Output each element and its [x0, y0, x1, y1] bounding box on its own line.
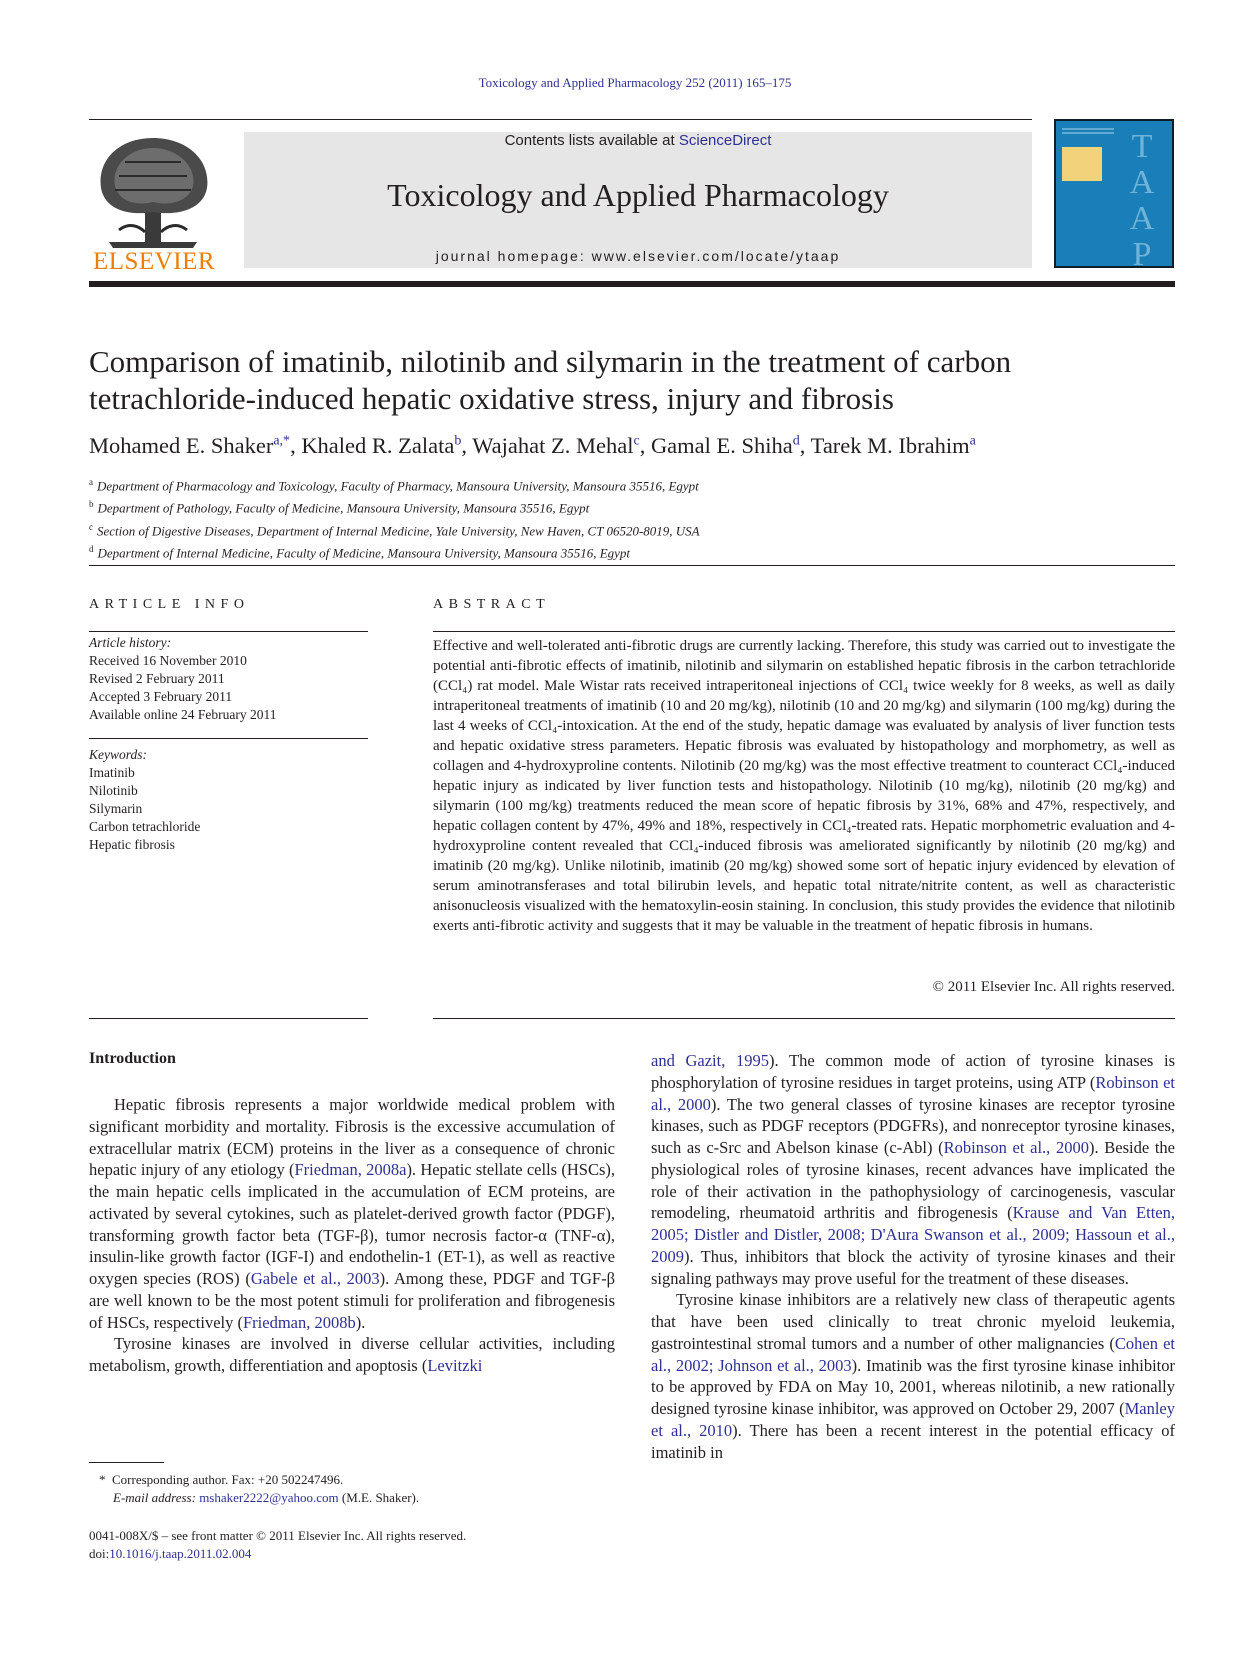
- elsevier-logo[interactable]: [89, 130, 219, 275]
- footnote-mark: *: [99, 1472, 106, 1487]
- affiliation-item: [89, 495, 1175, 517]
- sciencedirect-link[interactable]: ScienceDirect: [678, 132, 772, 149]
- citation-link[interactable]: Cohen et al., 2002; Johnson et al., 2003: [651, 1333, 1175, 1375]
- affiliation-label: d: [89, 543, 94, 554]
- journal-cover-image[interactable]: [1054, 119, 1174, 268]
- email-suffix: (M.E. Shaker).: [341, 1490, 420, 1505]
- introduction-heading: Introduction: [89, 1050, 176, 1067]
- header-thick-rule: [89, 281, 1175, 287]
- keywords-label: Keywords:: [89, 747, 147, 762]
- keyword: Nilotinib: [89, 783, 138, 798]
- author-affiliation-marker[interactable]: c: [633, 433, 640, 449]
- citation-link[interactable]: and Gazit, 1995: [651, 1051, 770, 1070]
- citation-link[interactable]: Krause and Van Etten, 2005; Distler and Distler, 2008; D'Aura Swanson et al., 2009; Hassoun et al., 2009: [651, 1203, 1175, 1266]
- affiliation-text: Department of Pathology, Faculty of Medicine, Mansoura University, Mansoura 35516, Egypt: [97, 500, 590, 516]
- front-matter: [89, 1527, 615, 1563]
- affiliation-item: [89, 473, 1175, 495]
- author-list: Mohamed E. Shaker$^{a,*}$, Khaled R. Zalata$^b$, Wajahat Z. Mehal$^c$, Gamal E. Shiha$^d$, Tarek M. Ibrahim$^a$: [89, 433, 976, 458]
- article-history: [89, 634, 368, 724]
- history-item: Revised 2 February 2011: [89, 671, 225, 686]
- body-text: ). The common mode of action of tyrosine kinases is phosphorylation of tyrosine residues in target proteins, using ATP (: [651, 1051, 1175, 1092]
- author-affiliation-marker[interactable]: a: [969, 433, 976, 449]
- author-name[interactable]: Gamal E. Shiha: [650, 433, 793, 458]
- affiliation-label: c: [89, 521, 93, 532]
- body-text: ). Among these, PDGF and TGF-β are well known to be the most potent stimuli for proliferation and fibrogenesis of HSCs, respectively (: [89, 1269, 616, 1332]
- abstract-copyright: © 2011 Elsevier Inc. All rights reserved.: [932, 979, 1175, 995]
- body-text: Tyrosine kinase inhibitors are a relatively new class of therapeutic agents that have been used clinically to treat chronic myeloid leukemia, gastrointestinal stromal tumors and a number of other malignancies (: [651, 1290, 1175, 1353]
- body-text: ).: [355, 1312, 366, 1332]
- svg-text:P: P: [1132, 236, 1152, 268]
- intro-paragraph: [89, 1333, 615, 1377]
- elsevier-wordmark: ELSEVIER: [92, 248, 216, 275]
- affiliation-text: Section of Digestive Diseases, Department of Internal Medicine, Yale University, New Haven, CT 06520-8019, USA: [97, 522, 700, 538]
- affiliation-rule: [89, 565, 1175, 566]
- keyword: Carbon tetrachloride: [89, 819, 201, 834]
- abstract-bottom-rule: [433, 1018, 1175, 1019]
- email-label: E-mail address:: [113, 1490, 196, 1505]
- affiliation-item: [89, 540, 1175, 562]
- footnote-email-line: [89, 1489, 615, 1507]
- keyword: Imatinib: [89, 765, 135, 780]
- contents-prefix: Contents lists available at: [504, 132, 679, 149]
- journal-reference[interactable]: Toxicology and Applied Pharmacology 252 (2011) 165–175: [478, 75, 792, 90]
- svg-text:A: A: [1129, 164, 1155, 201]
- author-name[interactable]: Tarek M. Ibrahim: [810, 433, 970, 458]
- body-text: Tyrosine kinases are involved in diverse cellular activities, including metabolism, growth, differentiation and apoptosis (: [89, 1334, 615, 1375]
- affiliation-label: a: [89, 477, 93, 487]
- body-text: ). Imatinib was the first tyrosine kinase inhibitor to be approved by FDA on May 10, 2001, whereas nilotinib, a new rationally designed tyrosine kinase inhibitor, was approved on October 29, 2007 (: [651, 1355, 1175, 1418]
- article-info-rule: [89, 738, 368, 739]
- contents-line: [244, 132, 1032, 149]
- corresponding-author-footnote: [89, 1471, 615, 1507]
- body-text: ). Thus, inhibitors that block the activity of tyrosine kinases and their signaling pathways may prove useful for the treatment of these diseases.: [651, 1246, 1175, 1288]
- keywords: [89, 746, 368, 854]
- body-text: ). The two general classes of tyrosine kinases are receptor tyrosine kinases, such as PDGF receptors (PDGFRs), and nonreceptor tyrosine kinases, such as c-Src and Abelson kinase (c-Abl) (: [651, 1094, 1175, 1157]
- author-affiliation-marker[interactable]: a,*: [273, 433, 291, 449]
- keyword: Hepatic fibrosis: [89, 837, 175, 852]
- body-text: Hepatic fibrosis represents a major worldwide medical problem with significant morbidity and mortality. Fibrosis is the excessive accumulation of extracellular matrix (ECM) proteins in the liver as a consequence of chronic hepatic injury of any etiology (: [89, 1095, 615, 1180]
- svg-text:T: T: [1131, 128, 1153, 165]
- footnote-rule: [89, 1462, 164, 1463]
- abstract-heading: ABSTRACT: [433, 597, 551, 612]
- citation-link[interactable]: Friedman, 2008a: [294, 1160, 407, 1180]
- abstract-rule: [433, 631, 1175, 632]
- citation-link[interactable]: Friedman, 2008b: [242, 1312, 356, 1332]
- keyword: Silymarin: [89, 801, 143, 816]
- footnote-line: [89, 1471, 615, 1489]
- svg-text:A: A: [1129, 200, 1155, 237]
- intro-paragraph-continued: [651, 1050, 1175, 1289]
- abstract-text: Effective and well-tolerated anti-fibrotic drugs are currently lacking. Therefore, this study was carried out to investigate the potential anti-fibrotic effects of imatinib, nilotinib and silymarin on established hepatic fibrosis in the carbon tetrachloride (CCl₄) rat model. Male Wistar rats received intraperitoneal injections of CCl₄ twice weekly for 8 weeks, as well as daily intraperitoneal treatments of imatinib (10 and 20 mg/kg), nilotinib (10 and 20 mg/kg) and silymarin (100 mg/kg) during the last 4 weeks of CCl₄-intoxication. At the end of the study, hepatic damage was evaluated by analysis of liver function tests and hepatic oxidative stress parameters. Hepatic fibrosis was evaluated by histopathology and morphometry, as well as collagen and 4-hydroxyproline contents. Nilotinib (20 mg/kg) was the most effective treatment to counteract CCl₄-induced hepatic injury as indicated by liver function tests and histopathology. Nilotinib (10 mg/kg), nilotinib (20 mg/kg) and silymarin (100 mg/kg) treatments reduced the mean score of hepatic fibrosis by 31%, 68% and 47%, respectively, and hepatic collagen content by 47%, 49% and 18%, respectively in CCl₄-treated rats. Hepatic morphometric evaluation and 4-hydroxyproline content revealed that CCl₄-induced fibrosis was ameliorated significantly by nilotinib (20 mg/kg) and imatinib (20 mg/kg). Unlike nilotinib, imatinib (20 mg/kg) showed some sort of hepatic injury evidenced by elevation of serum aminotransferases and total bilirubin levels, and hepatic total nitrate/nitrite content, as well as characteristic anisonucleosis visualized with the hematoxylin-eosin staining. In conclusion, this study provides the evidence that nilotinib exerts anti-fibrotic activity and suggests that it may be valuable in the treatment of hepatic fibrosis in humans.: [433, 638, 1175, 934]
- history-item: Accepted 3 February 2011: [89, 689, 233, 704]
- header-top-rule: [89, 119, 1032, 120]
- issn-line: 0041-008X/$ – see front matter © 2011 Elsevier Inc. All rights reserved.: [89, 1528, 467, 1543]
- body-text: ). There has been a recent interest in the potential efficacy of imatinib in: [651, 1420, 1175, 1462]
- body-text: ). Beside the physiological roles of tyrosine kinases, recent advances have implicated the role of their activation in the pathophysiology of carcinogenesis, vascular remodeling, rheumatoid arthritis and fibrogenesis (: [651, 1138, 1175, 1223]
- author-affiliation-marker[interactable]: d: [792, 433, 800, 449]
- citation-link[interactable]: Robinson et al., 2000: [651, 1072, 1175, 1114]
- affiliation-item: [89, 518, 1175, 540]
- affiliation-text: Department of Pharmacology and Toxicology, Faculty of Pharmacy, Mansoura University, Mansoura 35516, Egypt: [97, 478, 699, 494]
- intro-paragraph: [651, 1289, 1175, 1463]
- journal-cover-icon: [1054, 119, 1174, 268]
- article-info-heading: ARTICLE INFO: [89, 597, 250, 612]
- intro-paragraph: [89, 1094, 615, 1333]
- affiliation-text: Department of Internal Medicine, Faculty of Medicine, Mansoura University, Mansoura 35516, Egypt: [97, 545, 631, 561]
- author-affiliation-marker[interactable]: b: [454, 433, 462, 449]
- citation-link[interactable]: Robinson et al., 2000: [943, 1138, 1089, 1157]
- doi-line: [89, 1545, 615, 1563]
- article-title: Comparison of imatinib, nilotinib and silymarin in the treatment of carbon tetrachloride-induced hepatic oxidative stress, injury and fibrosis: [89, 344, 1012, 416]
- affiliation-list: [89, 473, 1175, 562]
- doi-label: doi:: [89, 1546, 110, 1561]
- email-link[interactable]: mshaker2222@yahoo.com: [199, 1490, 339, 1505]
- citation-link[interactable]: Gabele et al., 2003: [250, 1269, 380, 1288]
- article-info-bottom-rule: [89, 1018, 368, 1019]
- affiliation-label: b: [89, 499, 94, 510]
- doi-link[interactable]: 10.1016/j.taap.2011.02.004: [109, 1546, 252, 1561]
- journal-homepage[interactable]: journal homepage: www.elsevier.com/locate/ytaap: [435, 248, 841, 264]
- article-info-rule: [89, 631, 368, 632]
- history-item: Received 16 November 2010: [89, 653, 247, 668]
- author-name[interactable]: Khaled R. Zalata: [301, 433, 455, 458]
- body-text: ). Hepatic stellate cells (HSCs), the main hepatic cells implicated in the accumulation of ECM proteins, are activated by several cytokines, such as platelet-derived growth factor (PDGF), transforming growth factor beta (TGF-β), tumor necrosis factor-α (TNF-α), insulin-like growth factor (IGF-I) and endothelin-1 (ET-1), as well as reactive oxygen species (ROS) (: [89, 1160, 615, 1288]
- journal-title: Toxicology and Applied Pharmacology: [387, 177, 889, 213]
- citation-link[interactable]: Manley et al., 2010: [651, 1399, 1175, 1440]
- history-item: Available online 24 February 2011: [89, 707, 277, 722]
- author-name[interactable]: Mohamed E. Shaker: [89, 433, 274, 458]
- body-column-right: [651, 1050, 1175, 1463]
- history-label: Article history:: [89, 635, 172, 650]
- citation-link[interactable]: Levitzki: [427, 1356, 483, 1375]
- footnote-corresponding: Corresponding author. Fax: +20 502247496.: [112, 1472, 344, 1487]
- body-column-left: [89, 1094, 615, 1377]
- author-name[interactable]: Wajahat Z. Mehal: [472, 433, 634, 458]
